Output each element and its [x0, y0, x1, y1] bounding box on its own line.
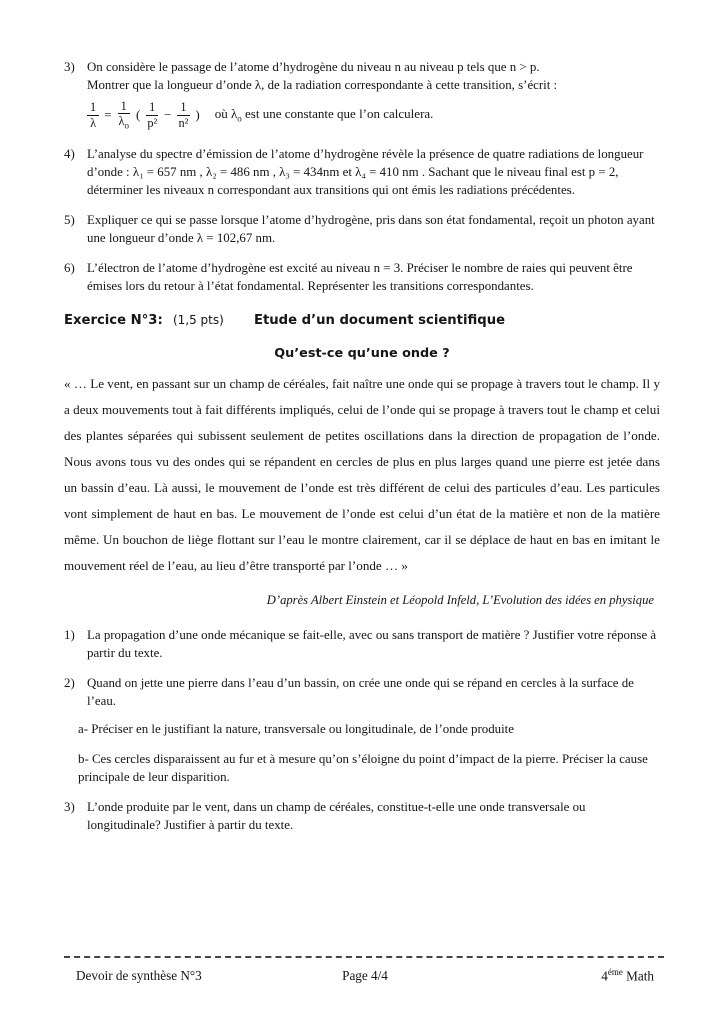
- exercise-3-title: Exercice N°3:: [64, 312, 163, 328]
- question-5-number: 5): [64, 213, 75, 228]
- fraction-1-over-lambda-o: $\frac{1}{\lambda_o}$: [118, 99, 129, 131]
- fraction-1-over-n-squared: $\frac{1}{\text{n²}}$: [178, 100, 189, 130]
- text-question-3-number: 3): [64, 799, 75, 814]
- text-question-3: [64, 798, 660, 834]
- text-question-2-number: 2): [64, 675, 75, 690]
- formula-tail: où $\lambda_o$ est une constante que l’on calculera.: [214, 106, 434, 124]
- question-5: [64, 211, 660, 247]
- document-title: Qu’est-ce qu’une onde ?: [274, 345, 450, 361]
- fraction-1-over-lambda: $\frac{1}{\lambda}$: [87, 100, 99, 129]
- footer-dashed-divider: [64, 956, 664, 958]
- question-3-line-2: Montrer que la longueur d’onde λ, de la radiation correspondante à cette transition, s’écrit :: [87, 78, 558, 93]
- text-question-1: [64, 626, 660, 662]
- question-3-line-1: On considère le passage de l’atome d’hydrogène du niveau n au niveau p tels que n > p.: [87, 60, 540, 74]
- document-quote: « … Le vent, en passant sur un champ de céréales, fait naître une onde qui se propage à travers tout le champ. Il y a deux mouvements tout à fait différents impliqués, celui de l’onde qui se propage à travers tout le champ et celui des plantes séparées qui subissent seulement de petites oscillations dans la direction de propagation de l’onde. Nous avons tous vu des ondes qui se répandent en cercles de plus en plus larges quand une pierre est jetée dans un bassin d’eau. Là aussi, le mouvement de l’onde est très différent de celui des particules d’eau. Les particules vont simplement de haut en bas. Le mouvement de l’onde est celui d’un état de la matière et non de la matière même. Un bouchon de liège flottant sur l’eau le montre clairement, car il se déplace de haut en bas en imitant le mouvement réel de l’eau, au lieu d’être transporté par l’onde … »: [64, 375, 660, 573]
- text-question-2a: a- Préciser en le justifiant la nature, transversale ou longitudinale, de l’onde produite: [78, 721, 514, 736]
- question-6: [64, 259, 660, 295]
- minus-sign: −: [164, 107, 172, 122]
- open-paren: (: [135, 107, 141, 122]
- question-6-text: L’électron de l’atome d’hydrogène est excité au niveau n = 3. Préciser le nombre de raies qui peuvent être émises lors du retour à l’état fondamental. Représenter les transitions correspondantes.: [87, 261, 633, 294]
- question-3: [64, 58, 660, 133]
- question-4-text: L’analyse du spectre d’émission de l’atome d’hydrogène révèle la présence de quatre radiations de longueur d’onde : λ₁ = 657 nm , λ₂ = 486 nm , λ₃ = 434nm et λ₄ = 410 nm . Sachant que le niveau final est p = 2, déterminer les niveaux n correspondant aux transitions qui ont émis les radiations précédentes.: [87, 147, 644, 198]
- footer-document-name: Devoir de synthèse N°3: [76, 968, 202, 984]
- text-question-3-text: L’onde produite par le vent, dans un champ de céréales, constitue-t-elle une onde transversale ou longitudinale? Justifier à partir du texte.: [87, 799, 586, 832]
- equals-sign: =: [104, 107, 112, 122]
- page-footer: [64, 956, 664, 984]
- text-question-2-text: Quand on jette une pierre dans l’eau d’un bassin, on crée une onde qui se répand en cercles à la surface de l’eau.: [87, 675, 634, 708]
- text-question-1-text: La propagation d’une onde mécanique se fait-elle, avec ou sans transport de matière ? Justifier votre réponse à partir du texte.: [87, 627, 657, 660]
- exercise-3-heading: [64, 313, 660, 328]
- quote-attribution: D’après Albert Einstein et Léopold Infeld, L’Evolution des idées en physique: [266, 592, 654, 607]
- wavelength-formula: [87, 99, 658, 131]
- exercise-3-points: (1,5 pts): [172, 312, 224, 327]
- question-5-text: Expliquer ce qui se passe lorsque l’atome d’hydrogène, pris dans son état fondamental, reçoit un photon ayant une longueur d’onde λ = 102,67 nm.: [87, 213, 655, 246]
- question-6-number: 6): [64, 261, 75, 276]
- exercise-3-subtitle: Etude d’un document scientifique: [253, 312, 506, 328]
- footer-page-number: Page 4/4: [342, 968, 388, 984]
- question-3-number: 3): [64, 60, 75, 74]
- question-4: [64, 145, 660, 199]
- text-question-2b: b- Ces cercles disparaissent au fur et à mesure qu’on s’éloigne du point d’impact de la pierre. Préciser la cause principale de leur disparition.: [78, 751, 648, 784]
- text-question-2: [64, 674, 660, 710]
- text-question-1-number: 1): [64, 627, 75, 642]
- close-paren: ): [195, 107, 200, 122]
- footer-class-level: $4^{éme}$ Math: [601, 967, 655, 984]
- fraction-1-over-p-squared: $\frac{1}{\text{p²}}$: [147, 100, 158, 130]
- question-4-number: 4): [64, 147, 75, 162]
